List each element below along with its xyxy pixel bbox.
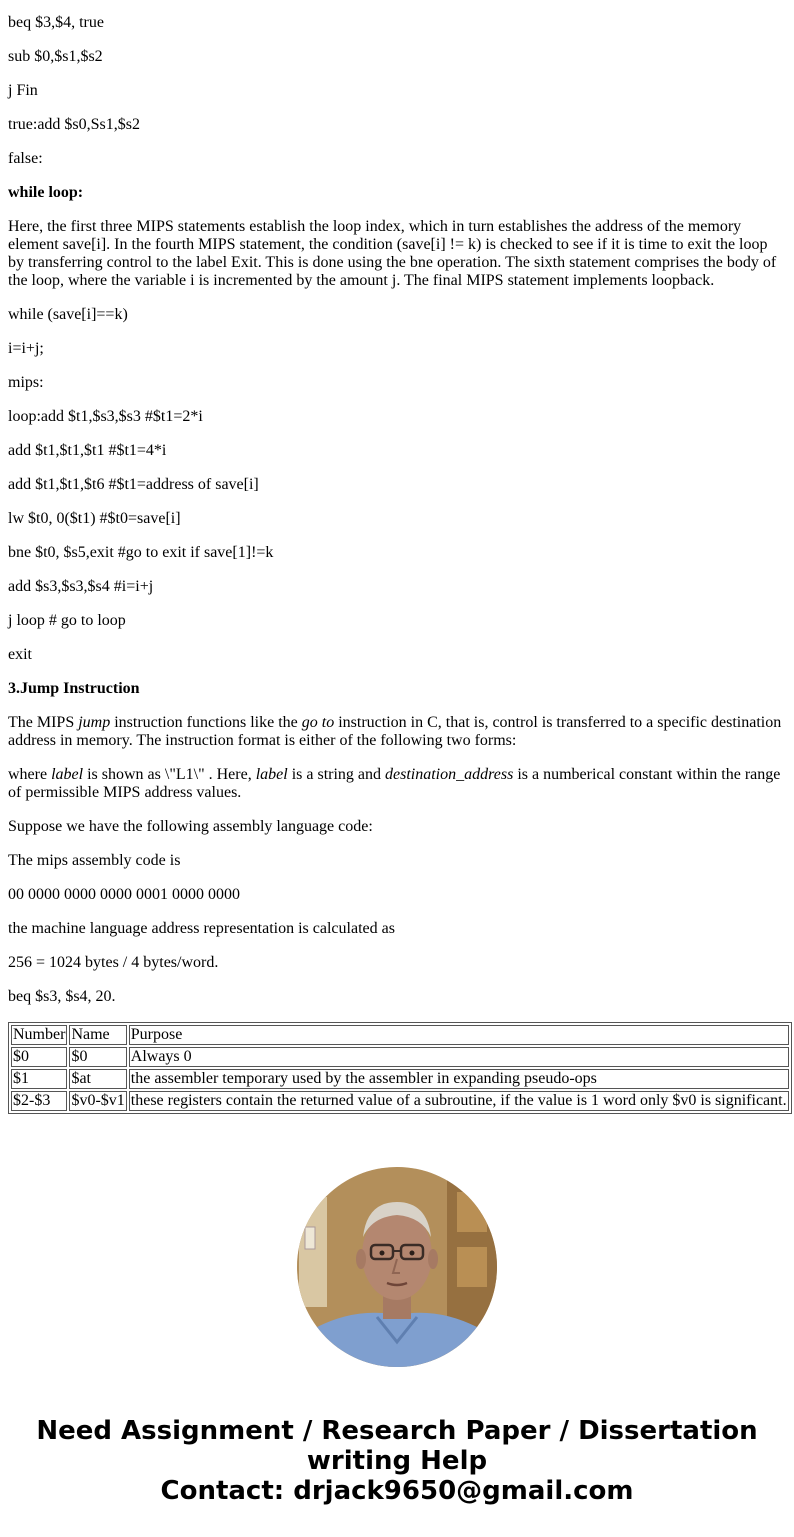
contact-email: Contact: drjack9650@gmail.com bbox=[160, 1476, 634, 1506]
table-cell: Always 0 bbox=[129, 1047, 789, 1067]
code-line: j loop # go to loop bbox=[8, 612, 126, 629]
code-line: sub $0,$s1,$s2 bbox=[8, 48, 103, 65]
code-line: i=i+j; bbox=[8, 340, 44, 357]
code-line: true:add $s0,Ss1,$s2 bbox=[8, 116, 140, 133]
table-header-cell: Purpose bbox=[129, 1025, 789, 1045]
code-line: add $t1,$t1,$t1 #$t1=4*i bbox=[8, 442, 167, 459]
code-line: loop:add $t1,$s3,$s3 #$t1=2*i bbox=[8, 408, 203, 425]
table-cell: these registers contain the returned value of a subroutine, if the value is 1 word only $v0 is significant. bbox=[130, 1092, 787, 1109]
table-cell: $v0-$v1 bbox=[71, 1092, 125, 1109]
table-row bbox=[11, 1069, 789, 1089]
jump-intro-paragraph: The MIPS jump instruction functions like the go to instruction in C, that is, control is transferred to a specific destination address in memory. The instruction format is either of the following two forms: bbox=[8, 714, 782, 749]
author-photo bbox=[297, 1167, 497, 1367]
jump-instruction-heading: 3.Jump Instruction bbox=[8, 680, 140, 697]
table-cell: $0 bbox=[11, 1047, 67, 1067]
table-cell: $2-$3 bbox=[11, 1091, 67, 1111]
code-line: false: bbox=[8, 150, 43, 167]
promo-line: Need Assignment / Research Paper / Dissertation bbox=[36, 1416, 758, 1446]
left-ear bbox=[356, 1249, 366, 1269]
table-header-cell: Name bbox=[69, 1025, 126, 1045]
code-line: bne $t0, $s5,exit #go to exit if save[1]!=k bbox=[8, 544, 274, 561]
code-line: add $t1,$t1,$t6 #$t1=address of save[i] bbox=[8, 476, 259, 493]
table-header-row bbox=[11, 1025, 789, 1045]
code-line: lw $t0, 0($t1) #$t0=save[i] bbox=[8, 510, 181, 527]
text-line: The mips assembly code is bbox=[8, 852, 181, 869]
code-line: add $s3,$s3,$s4 #i=i+j bbox=[8, 578, 154, 595]
table-cell: the assembler temporary used by the assembler in expanding pseudo-ops bbox=[129, 1069, 789, 1089]
table-row bbox=[11, 1091, 789, 1111]
code-line: while (save[i]==k) bbox=[8, 306, 128, 323]
table-header-cell: Number bbox=[13, 1026, 66, 1043]
register-table bbox=[8, 1022, 792, 1114]
table-cell: $1 bbox=[11, 1069, 67, 1089]
promo-banner bbox=[0, 1416, 794, 1506]
portrait-illustration bbox=[297, 1167, 497, 1367]
label-explanation-paragraph: where label is shown as \"L1\" . Here, label is a string and destination_address is a numberical constant within the range of permissible MIPS address values. bbox=[8, 766, 781, 801]
document-body bbox=[0, 14, 794, 1114]
table-cell: $at bbox=[69, 1069, 126, 1089]
table-cell: $0 bbox=[69, 1047, 126, 1067]
code-line: j Fin bbox=[8, 82, 38, 99]
text-line: 256 = 1024 bytes / 4 bytes/word. bbox=[8, 954, 219, 971]
while-loop-heading: while loop: bbox=[8, 184, 84, 201]
code-line: mips: bbox=[8, 374, 44, 391]
text-line: Suppose we have the following assembly language code: bbox=[8, 818, 373, 835]
code-line: beq $3,$4, true bbox=[8, 14, 104, 31]
code-line: exit bbox=[8, 646, 32, 663]
text-line: beq $s3, $s4, 20. bbox=[8, 988, 116, 1005]
text-line: 00 0000 0000 0000 0001 0000 0000 bbox=[8, 886, 240, 903]
text-line: the machine language address representation is calculated as bbox=[8, 920, 395, 937]
switch-plate bbox=[305, 1227, 315, 1249]
table-row bbox=[11, 1047, 789, 1067]
promo-line: writing Help bbox=[306, 1446, 488, 1476]
while-loop-description: Here, the first three MIPS statements establish the loop index, which in turn establishes the address of the memory element save[i]. In the fourth MIPS statement, the condition (save[i] != k) is checked to see if it is time to exit the loop by transferring control to the label Exit. This is done using the bne operation. The sixth statement comprises the body of the loop, where the variable i is incremented by the amount j. The final MIPS statement implements loopback. bbox=[8, 218, 777, 289]
wall-panel bbox=[299, 1197, 327, 1307]
right-ear bbox=[428, 1249, 438, 1269]
